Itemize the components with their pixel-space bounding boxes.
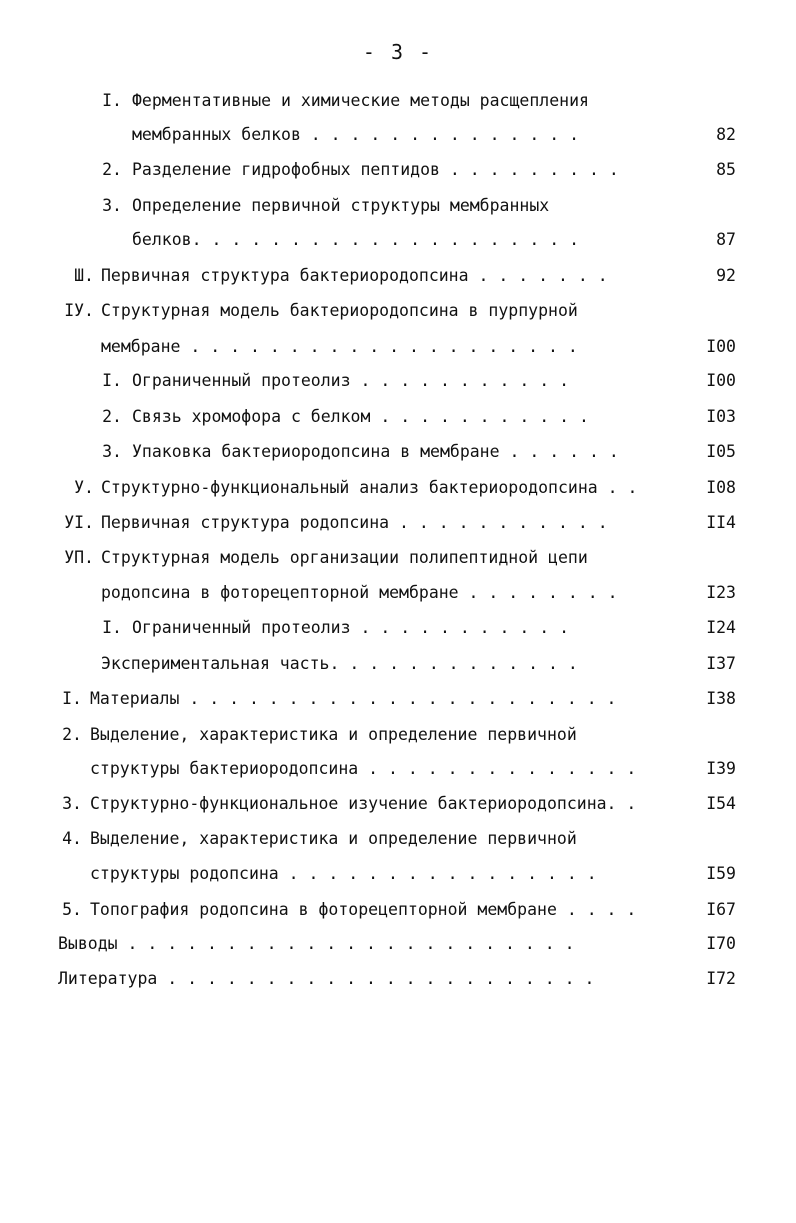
toc-item-number: Ш. xyxy=(74,266,94,285)
toc-page-number: I24 xyxy=(706,618,736,637)
toc-line xyxy=(0,122,796,148)
toc-line xyxy=(0,722,796,748)
toc-item-number: 3. xyxy=(102,196,122,215)
toc-line xyxy=(0,298,796,324)
toc-page-number: II4 xyxy=(706,513,736,532)
toc-line xyxy=(0,334,796,360)
toc-item-text: мембране . . . . . . . . . . . . . . . . . . . . xyxy=(101,337,578,356)
toc-line xyxy=(0,756,796,782)
toc-page-number: I59 xyxy=(706,864,736,883)
toc-line xyxy=(0,897,796,923)
toc-item-number: IУ. xyxy=(64,301,94,320)
toc-item-text: Ограниченный протеолиз . . . . . . . . . . . xyxy=(132,371,570,390)
toc-item-text: Ферментативные и химические методы расщепления xyxy=(132,91,589,110)
toc-page-number: I05 xyxy=(706,442,736,461)
toc-item-text: Структурная модель организации полипептидной цепи xyxy=(101,548,588,567)
toc-item-number: 3. xyxy=(62,794,82,813)
toc-item-text: Разделение гидрофобных пептидов . . . . . . . . . xyxy=(132,160,619,179)
toc-item-number: УП. xyxy=(64,548,94,567)
toc-page-number: 82 xyxy=(716,125,736,144)
toc-page-number: I23 xyxy=(706,583,736,602)
toc-item-text: Выделение, характеристика и определение первичной xyxy=(90,725,577,744)
toc-item-text: Первичная структура родопсина . . . . . . . . . . . xyxy=(101,513,608,532)
toc-item-text: Выводы . . . . . . . . . . . . . . . . . . . . . . . xyxy=(58,934,575,953)
toc-item-text: Ограниченный протеолиз . . . . . . . . . . . xyxy=(132,618,570,637)
toc-line xyxy=(0,368,796,394)
page-number: - 3 - xyxy=(362,40,434,64)
toc-page-number: I00 xyxy=(706,337,736,356)
toc-item-number: УI. xyxy=(64,513,94,532)
toc-item-text: Выделение, характеристика и определение первичной xyxy=(90,829,577,848)
toc-item-number: 3. xyxy=(102,442,122,461)
toc-page-number: 87 xyxy=(716,230,736,249)
toc-item-number: 2. xyxy=(62,725,82,744)
toc-page-number: I70 xyxy=(706,934,736,953)
toc-item-text: белков. . . . . . . . . . . . . . . . . . . . xyxy=(132,230,580,249)
toc-page-number: 85 xyxy=(716,160,736,179)
toc-item-text: Определение первичной структуры мембранных xyxy=(132,196,550,215)
toc-item-text: Структурная модель бактериородопсина в пурпурной xyxy=(101,301,578,320)
toc-item-number: I. xyxy=(102,618,122,637)
toc-page-number: I39 xyxy=(706,759,736,778)
toc-line xyxy=(0,545,796,571)
toc-item-text: Упаковка бактериородопсина в мембране . . . . . . xyxy=(132,442,619,461)
toc-item-number: 2. xyxy=(102,160,122,179)
toc-item-number: 2. xyxy=(102,407,122,426)
toc-item-text: структуры бактериородопсина . . . . . . . . . . . . . . xyxy=(90,759,637,778)
toc-page-number: I08 xyxy=(706,478,736,497)
toc-page-number: 92 xyxy=(716,266,736,285)
toc-line xyxy=(0,615,796,641)
toc-item-text: Связь хромофора с белком . . . . . . . . . . . xyxy=(132,407,589,426)
toc-page-number: I00 xyxy=(706,371,736,390)
toc-page-number: I38 xyxy=(706,689,736,708)
toc-item-text: Литература . . . . . . . . . . . . . . . . . . . . . . xyxy=(58,969,595,988)
toc-item-text: Топография родопсина в фоторецепторной мембране . . . . xyxy=(90,900,637,919)
toc-line xyxy=(0,510,796,536)
toc-item-text: Структурно-функциональный анализ бактериородопсина . . xyxy=(101,478,638,497)
toc-line xyxy=(0,193,796,219)
toc-line xyxy=(0,404,796,430)
toc-item-number: I. xyxy=(62,689,82,708)
toc-line xyxy=(0,88,796,114)
toc-item-text: структуры родопсина . . . . . . . . . . . . . . . . xyxy=(90,864,597,883)
toc-line xyxy=(0,861,796,887)
toc-line xyxy=(0,439,796,465)
toc-item-text: Материалы . . . . . . . . . . . . . . . . . . . . . . xyxy=(90,689,617,708)
toc-item-text: мембранных белков . . . . . . . . . . . . . . xyxy=(132,125,580,144)
toc-item-number: 5. xyxy=(62,900,82,919)
toc-line xyxy=(0,580,796,606)
toc-item-number: I. xyxy=(102,91,122,110)
toc-line xyxy=(0,966,796,992)
toc-line xyxy=(0,651,796,677)
toc-item-text: Структурно-функциональное изучение бактериородопсина. . xyxy=(90,794,637,813)
toc-line xyxy=(0,686,796,712)
toc-line xyxy=(0,791,796,817)
toc-item-number: I. xyxy=(102,371,122,390)
toc-line xyxy=(0,263,796,289)
toc-line xyxy=(0,475,796,501)
toc-item-number: 4. xyxy=(62,829,82,848)
toc-line xyxy=(0,826,796,852)
toc-line xyxy=(0,227,796,253)
toc-item-text: Экспериментальная часть. . . . . . . . . . . . . xyxy=(101,654,578,673)
toc-page-number: I67 xyxy=(706,900,736,919)
toc-line xyxy=(0,157,796,183)
toc-line xyxy=(0,931,796,957)
toc-item-number: У. xyxy=(74,478,94,497)
toc-page-number: I37 xyxy=(706,654,736,673)
toc-item-text: Первичная структура бактериородопсина . . . . . . . xyxy=(101,266,608,285)
toc-page-number: I54 xyxy=(706,794,736,813)
toc-page-number: I03 xyxy=(706,407,736,426)
toc-page-number: I72 xyxy=(706,969,736,988)
toc-item-text: родопсина в фоторецепторной мембране . . . . . . . . xyxy=(101,583,618,602)
